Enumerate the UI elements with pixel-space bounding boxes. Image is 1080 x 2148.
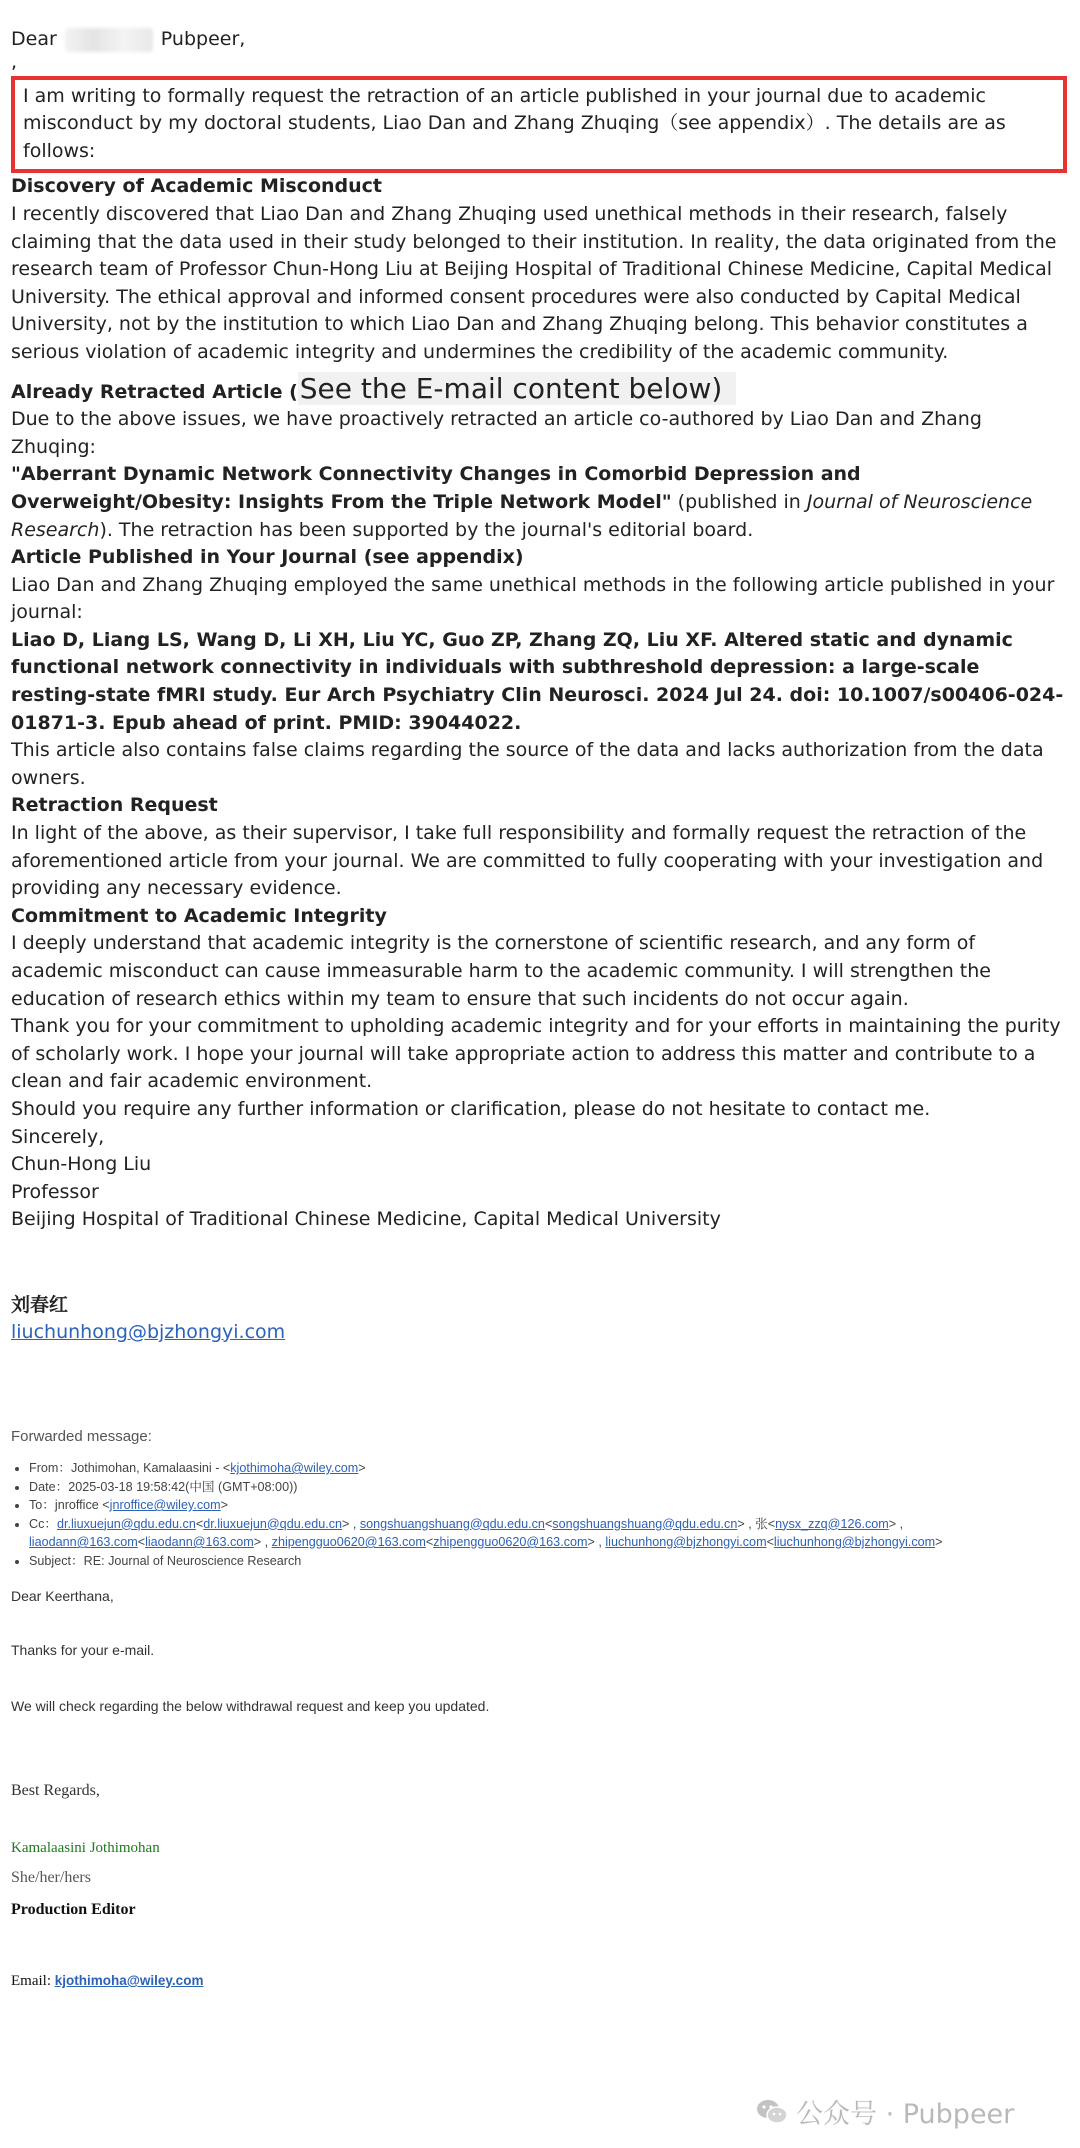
cc-email-link[interactable]: dr.liuxuejun@qdu.edu.cn — [57, 1516, 196, 1531]
section-heading-published: Article Published in Your Journal (see appendix) — [11, 546, 524, 569]
published-after: This article also contains false claims regarding the source of the data and lacks authorization from the data owners. — [11, 739, 1044, 789]
forwarded-headers — [11, 1459, 1071, 1570]
retracted-article-title: "Aberrant Dynamic Network Connectivity Changes in Comorbid Depression and Overweight/Obesity: Insights From the Triple Network Model" — [11, 463, 861, 513]
redacted-name — [65, 28, 153, 52]
cc-email-link[interactable]: zhipengguo0620@163.com — [433, 1535, 588, 1549]
reply-greeting: Dear Keerthana, — [11, 1588, 114, 1604]
greeting-prefix: Dear — [11, 28, 57, 50]
header-to — [29, 1496, 1071, 1515]
forwarded-title: Forwarded message: — [11, 1428, 152, 1445]
sender-affiliation: Beijing Hospital of Traditional Chinese Medicine, Capital Medical University — [11, 1208, 721, 1231]
from-label: From： — [29, 1461, 71, 1475]
subject-value: RE: Journal of Neuroscience Research — [83, 1553, 302, 1568]
forwarded-message — [11, 1428, 1071, 1990]
section-heading-misconduct: Discovery of Academic Misconduct — [11, 175, 382, 198]
cc-line-1 — [57, 1517, 903, 1531]
signature-email-link[interactable]: liuchunhong@bjzhongyi.com — [11, 1321, 286, 1343]
published-intro: Liao Dan and Zhang Zhuqing employed the same unethical methods in the following article published in your journal: — [11, 573, 1055, 624]
cc-email-link[interactable]: songshuangshuang@qdu.edu.cn — [359, 1516, 545, 1531]
retracted-heading-text: Already Retracted Article ( — [11, 380, 298, 403]
published-citation: Liao D, Liang LS, Wang D, Li XH, Liu YC, Guo ZP, Zhang ZQ, Liu XF. Altered static and dynamic functional network connectivity in individuals with subthreshold depression: a large-scale resting-state fMRI study. Eur Arch Psychiatry Clin Neurosci. 2024 Jul 24. doi: 10.1007/s00406-024-01871-3. Epub ahead of print. PMID: 39044022. — [11, 628, 1064, 734]
from-end: > — [358, 1461, 366, 1475]
cc-email-link[interactable]: liaodann@163.com — [29, 1535, 138, 1549]
section-heading-retracted — [11, 371, 1067, 407]
cc-separator: < — [766, 1535, 774, 1549]
cc-email-link[interactable]: nysx_zzq@126.com — [775, 1516, 889, 1531]
integrity-body-3: Should you require any further information or clarification, please do not hesitate to contact me. — [11, 1097, 931, 1120]
section-heading-request: Retraction Request — [11, 794, 218, 817]
retracted-journal: Journal of Neuroscience Research — [11, 490, 1033, 541]
retracted-pub-a: (published in — [671, 490, 807, 513]
cc-separator: < — [425, 1535, 434, 1549]
cc-email-link[interactable]: songshuangshuang@qdu.edu.cn — [552, 1516, 738, 1531]
to-email-link[interactable]: jnroffice@wiley.com — [109, 1498, 221, 1512]
cc-separator: > , — [888, 1516, 904, 1531]
cc-separator: < — [544, 1516, 553, 1531]
cc-email-link[interactable]: liuchunhong@bjzhongyi.com — [605, 1535, 767, 1549]
editor-role: Production Editor — [11, 1901, 136, 1918]
editor-email-line — [11, 1973, 1071, 1990]
request-body: In light of the above, as their supervisor, I take full responsibility and formally request the retraction of the aforementioned article from your journal. We are committed to fully cooperating with your investigation and providing any necessary evidence. — [11, 822, 1044, 900]
sender-title: Professor — [11, 1180, 99, 1203]
watermark-text: 公众号 · Pubpeer — [796, 2099, 1015, 2130]
cc-email-link[interactable]: dr.liuxuejun@qdu.edu.cn — [203, 1516, 343, 1531]
cc-separator: > , — [253, 1535, 272, 1549]
reply-thanks: Thanks for your e-mail. — [11, 1642, 155, 1658]
highlighted-intro: I am writing to formally request the retraction of an article published in your journal due to academic misconduct by my doctoral students, Liao Dan and Zhang Zhuqing（see appendix）. The details are as follows: — [11, 76, 1067, 174]
header-date — [29, 1478, 1071, 1497]
date-value: 2025-03-18 19:58:42(中国 (GMT+08:00)) — [68, 1479, 298, 1494]
from-name: Jothimohan, Kamalaasini - < — [70, 1461, 231, 1475]
cc-email-link[interactable]: zhipengguo0620@163.com — [271, 1535, 426, 1549]
date-label: Date： — [29, 1479, 69, 1494]
cc-separator: > , — [342, 1516, 360, 1531]
from-email-link[interactable]: kjothimoha@wiley.com — [230, 1461, 359, 1475]
retracted-intro: Due to the above issues, we have proactively retracted an article co-authored by Liao Dan and Zhang Zhuqing: — [11, 408, 982, 458]
closing: Sincerely, — [11, 1125, 105, 1148]
watermark — [756, 2092, 1014, 2131]
reply-check: We will check regarding the below withdrawal request and keep you updated. — [11, 1698, 490, 1714]
header-cc — [29, 1515, 1071, 1552]
retracted-pub-b: ). The retraction has been supported by the journal's editorial board. — [99, 518, 754, 541]
editor-name: Kamalaasini Jothimohan — [11, 1840, 160, 1856]
to-label: To： — [29, 1498, 55, 1512]
greeting-suffix: Pubpeer, — [160, 28, 246, 50]
retracted-note: See the E-mail content below) — [298, 372, 737, 405]
reply-regards: Best Regards, — [11, 1782, 100, 1799]
section-body-misconduct: I recently discovered that Liao Dan and Zhang Zhuqing used unethical methods in their research, falsely claiming that the data used in their study belonged to their institution. In reality, the data originated from the research team of Professor Chun-Hong Liu at Beijing Hospital of Traditional Chinese Medicine, Capital Medical University. The ethical approval and informed consent procedures were also conducted by Capital Medical University, not by the institution to which Liao Dan and Zhang Zhuqing belong. This behavior constitutes a serious violation of academic integrity and undermines the credibility of the academic community. — [11, 202, 1057, 363]
retracted-article-paragraph — [11, 461, 1067, 544]
section-heading-integrity: Commitment to Academic Integrity — [11, 904, 387, 927]
cc-line-2 — [29, 1535, 943, 1549]
cc-separator: > , — [587, 1535, 606, 1549]
editor-email-link[interactable]: kjothimoha@wiley.com — [54, 1973, 204, 1988]
sender-name: Chun-Hong Liu — [11, 1153, 152, 1176]
integrity-body-1: I deeply understand that academic integrity is the cornerstone of scientific research, and any form of academic misconduct can cause immeasurable harm to the academic community. I will strengthen the education of research ethics within my team to ensure that such incidents do not occur again. — [11, 932, 991, 1010]
to-name: jnroffice < — [54, 1498, 110, 1512]
greeting-line — [11, 26, 1067, 54]
signature-name: 刘春红 — [11, 1294, 69, 1316]
integrity-body-2: Thank you for your commitment to upholding academic integrity and for your efforts in maintaining the purity of scholarly work. I hope your journal will take appropriate action to address this matter and contribute to a clean and fair academic environment. — [11, 1015, 1061, 1093]
cc-label: Cc： — [29, 1516, 57, 1531]
cc-email-link[interactable]: liaodann@163.com — [145, 1535, 254, 1549]
wechat-icon — [756, 2098, 788, 2126]
to-end: > — [220, 1498, 229, 1512]
header-subject — [29, 1552, 1071, 1571]
email-body — [11, 26, 1067, 1234]
cc-separator: > — [935, 1535, 943, 1549]
editor-email-label: Email: — [11, 1973, 55, 1989]
cc-email-link[interactable]: liuchunhong@bjzhongyi.com — [773, 1535, 936, 1549]
subject-label: Subject： — [29, 1553, 84, 1568]
cc-separator: < — [195, 1516, 204, 1531]
signature-block — [11, 1292, 285, 1346]
header-from — [29, 1459, 1071, 1478]
cc-separator: > , 张< — [737, 1516, 776, 1531]
comma-line: , — [11, 50, 18, 73]
editor-pronouns: She/her/hers — [11, 1869, 91, 1886]
cc-separator: < — [137, 1535, 146, 1549]
